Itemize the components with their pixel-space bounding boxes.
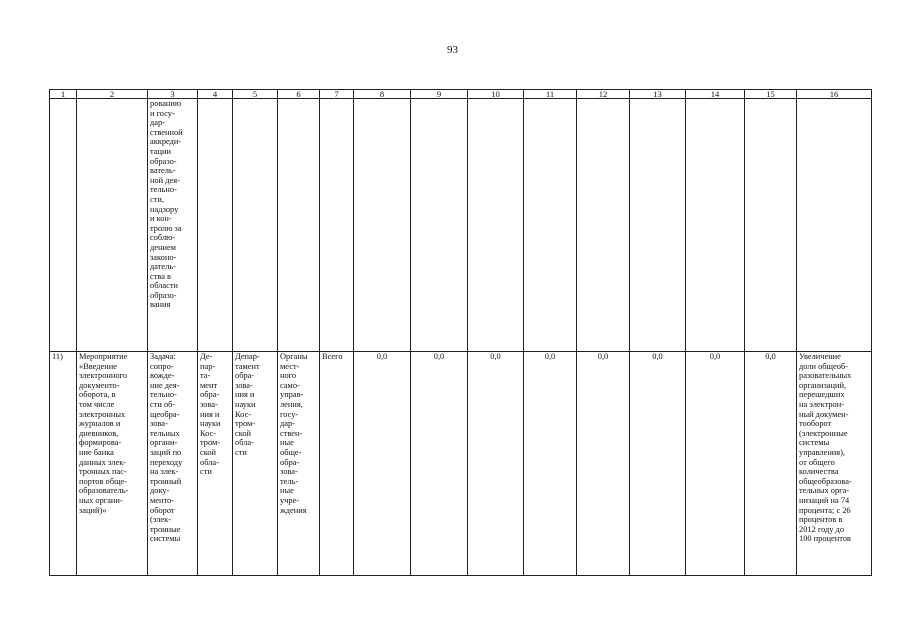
table-cell (797, 99, 872, 352)
column-number: 8 (354, 90, 411, 99)
column-number: 12 (577, 90, 630, 99)
expected-result: Увеличение доли общеоб- разовательных организаций, перешедших на электрон- ный докумен- тооборот (электронные системы управления), от общего количества общеобразова- тельных орга- низаций на 74 процента; с 26 процентов в 2012 году до 100 процентов (797, 352, 872, 576)
table-cell (320, 99, 354, 352)
table-cell (278, 99, 320, 352)
co-executor: Депар- тамент обра- зова- ния и науки Кос- тром- ской обла- сти (233, 352, 278, 576)
table-cell (468, 99, 524, 352)
table-cell (745, 99, 797, 352)
column-number: 10 (468, 90, 524, 99)
measure-name: Мероприятие «Введение электронного документо- оборота, в том числе электронных журналов и дневников, формирова- ние банка данных элек- тронных пас- портов обще- образователь- ных органи- заций)» (77, 352, 148, 576)
value-cell: 0,0 (468, 352, 524, 576)
column-number: 14 (686, 90, 745, 99)
participants: Органы мест- ного само- управ- ления, госу- дар- ствен- ные обще- обра- зова- тель- ные учре- ждения (278, 352, 320, 576)
table-cell (577, 99, 630, 352)
table-cell (198, 99, 233, 352)
value-cell: 0,0 (745, 352, 797, 576)
value-cell: 0,0 (411, 352, 468, 576)
column-number: 6 (278, 90, 320, 99)
task-text: Задача: сопро- вожде- ние дея- тельно- сти об- щеобра- зова- тельных органи- заций по переходу на элек- тронный доку- менто- оборот (элек- тронные системы (148, 352, 198, 576)
table-row-continuation (50, 99, 872, 352)
table-cell (77, 99, 148, 352)
value-cell: 0,0 (630, 352, 686, 576)
task-continuation-text: рованию и госу- дар- ственной аккреди- тации образо- ватель- ной дея- тельно- сти, надзору и кон- тролю за соблю- дением законо- датель- ства в области образо- вания (148, 99, 198, 352)
table-cell (524, 99, 577, 352)
column-number: 16 (797, 90, 872, 99)
column-number: 4 (198, 90, 233, 99)
column-number: 11 (524, 90, 577, 99)
column-number: 9 (411, 90, 468, 99)
document-table (49, 89, 872, 576)
table-cell (411, 99, 468, 352)
column-number: 7 (320, 90, 354, 99)
column-number: 5 (233, 90, 278, 99)
table-cell (686, 99, 745, 352)
table-cell (233, 99, 278, 352)
table-row-measure-11 (50, 352, 872, 576)
column-number: 13 (630, 90, 686, 99)
funding-source: Всего (320, 352, 354, 576)
column-number: 2 (77, 90, 148, 99)
column-number: 1 (50, 90, 77, 99)
table-cell (630, 99, 686, 352)
value-cell: 0,0 (354, 352, 411, 576)
page-number: 93 (447, 44, 458, 56)
value-cell: 0,0 (577, 352, 630, 576)
row-number: 11) (50, 352, 77, 576)
column-number: 15 (745, 90, 797, 99)
table-cell (50, 99, 77, 352)
table-cell (354, 99, 411, 352)
column-number-row (50, 90, 872, 99)
value-cell: 0,0 (686, 352, 745, 576)
responsible-executor: Де- пар- та- мент обра- зова- ния и науки Кос- тром- ской обла- сти (198, 352, 233, 576)
column-number: 3 (148, 90, 198, 99)
value-cell: 0,0 (524, 352, 577, 576)
